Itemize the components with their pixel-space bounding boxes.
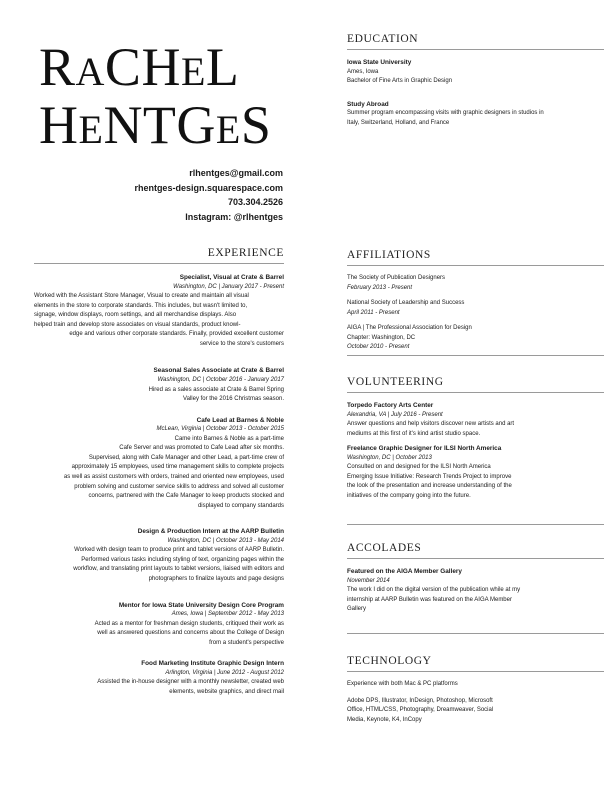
volunteer-title: Freelance Graphic Designer for ILSI North America xyxy=(347,445,502,453)
job-line: displayed to company standards xyxy=(197,502,284,509)
section-heading: AFFILIATIONS xyxy=(347,249,431,261)
section-rule xyxy=(34,263,284,264)
volunteer-line: initiatives of the company going into the future. xyxy=(347,493,471,500)
job-entry xyxy=(34,366,284,404)
affiliation-entry xyxy=(347,324,605,353)
job-line: photographers to finalize layouts and page designs xyxy=(148,575,284,582)
job-title: Mentor for Iowa State University Design Core Program xyxy=(118,601,284,609)
job-title: Design & Production Intern at the AARP Bulletin xyxy=(137,528,284,536)
first-name-part: CH xyxy=(104,37,181,97)
job-line: signage, window displays, room settings, and all merchandise displays. Also xyxy=(34,312,237,319)
accolades-section xyxy=(347,541,605,615)
job-line: edge and various other corporate standards. Finally, provided excellent customer xyxy=(69,331,284,338)
section-rule xyxy=(347,265,604,266)
first-name-part: E xyxy=(180,49,206,94)
affiliation-name: Chapter: Washington, DC xyxy=(347,334,416,341)
volunteer-line: Consulted on and designed for the ILSI North America xyxy=(347,464,491,471)
last-name-part: E xyxy=(78,107,104,152)
last-name-part: E xyxy=(215,107,241,152)
job-line: workflow, and translating print layouts to tablet versions, liaised with editors and xyxy=(73,566,284,573)
job-meta: Washington, DC | October 2016 - January 2017 xyxy=(157,377,284,384)
job-entry xyxy=(34,273,284,349)
instagram-handle: Instagram: @rlhentges xyxy=(185,211,283,222)
first-name-part: L xyxy=(205,37,240,97)
tech-line: Office, HTML/CSS, Photography, Dreamweaver, Social xyxy=(347,707,494,714)
last-name-part: S xyxy=(240,95,272,155)
job-line: Performed various tasks including styling of text, organizing pages within the xyxy=(81,556,284,563)
tech-intro: Experience with both Mac & PC platforms xyxy=(347,681,458,687)
section-heading: EXPERIENCE xyxy=(207,247,284,259)
tech-line: Adobe DPS, Illustrator, InDesign, Photoshop, Microsoft xyxy=(347,697,493,704)
volunteer-line: mediums at this first of it's kind artist studio space. xyxy=(347,430,481,437)
job-line: well as answered questions and concerns about the College of Design xyxy=(97,630,284,637)
job-meta: Arlington, Virginia | June 2012 - August 2012 xyxy=(165,669,284,676)
tech-line: Media, Keynote, K4, InCopy xyxy=(347,716,422,723)
job-line: as well as assist customers with orders, trained and oriented new employees, used xyxy=(63,473,284,480)
email-link[interactable]: rlhentges@gmail.com xyxy=(189,168,283,178)
last-name xyxy=(39,95,319,156)
affiliation-name: AIGA | The Professional Association for Design xyxy=(347,325,472,332)
job-line: service to the store's customers xyxy=(199,340,284,347)
section-heading: TECHNOLOGY xyxy=(347,655,432,667)
job-line: Hired as a sales associate at Crate & Barrel Spring xyxy=(148,386,284,393)
first-name xyxy=(39,37,319,98)
job-line: Cafe Server and was promoted to Cafe Lead after six months. xyxy=(119,445,284,452)
contact-block xyxy=(100,166,283,224)
school-location: Ames, Iowa xyxy=(347,68,379,75)
job-entry xyxy=(34,601,284,649)
degree: Bachelor of Fine Arts in Graphic Design xyxy=(347,78,453,85)
last-name-part: H xyxy=(39,95,79,155)
job-line: elements in the store to corporate standards. This includes, but wasn't limited to, xyxy=(34,302,248,309)
affiliation-name: The Society of Publication Designers xyxy=(347,275,446,281)
education-section xyxy=(347,32,605,128)
job-entry xyxy=(34,659,284,697)
affiliation-dates: October 2010 - Present xyxy=(347,344,410,351)
job-line: Assisted the in-house designer with a monthly newsletter, created web xyxy=(97,679,284,686)
accolade-entry xyxy=(347,567,605,615)
program-name: Study Abroad xyxy=(347,100,389,108)
program-line: Summer program encompassing visits with graphic designers in studios in xyxy=(347,110,544,117)
accolade-title: Featured on the AIGA Member Gallery xyxy=(347,568,462,575)
job-entry xyxy=(34,416,284,512)
section-heading: ACCOLADES xyxy=(347,542,422,554)
program-line: Italy, Switzerland, Holland, and France xyxy=(347,119,450,126)
affiliation-dates: February 2013 - Present xyxy=(347,284,413,291)
job-title: Food Marketing Institute Graphic Design Intern xyxy=(141,660,284,668)
section-heading: VOLUNTEERING xyxy=(347,376,444,388)
accolade-line: internship at AARP Bulletin was featured on the AIGA Member xyxy=(347,596,512,603)
job-line: elements, website graphics, and direct mail xyxy=(169,688,284,695)
volunteer-meta: Washington, DC | October 2013 xyxy=(347,454,432,461)
volunteer-line: Answer questions and help visitors discover new artists and art xyxy=(347,421,515,428)
education-entry xyxy=(347,100,605,129)
affiliation-entry xyxy=(347,274,605,293)
technology-section xyxy=(347,654,605,725)
job-line: from a student's perspective xyxy=(209,639,284,646)
job-line: concerns, partnered with the Cafe Manager to keep products stocked and xyxy=(88,493,284,500)
job-line: approximately 15 employees, used time management skills to complete projects xyxy=(71,464,284,471)
volunteer-entry xyxy=(347,401,605,439)
job-line: Supervised, along with Cafe Manager and other Lead, a part-time crew of xyxy=(88,454,284,461)
section-divider xyxy=(347,633,604,634)
section-rule xyxy=(347,392,604,393)
affiliation-name: National Society of Leadership and Success xyxy=(347,300,465,307)
job-meta: McLean, Virginia | October 2013 - October 2015 xyxy=(156,426,284,433)
section-divider xyxy=(347,355,604,356)
job-line: Acted as a mentor for freshman design students, critiqued their work as xyxy=(94,620,284,627)
job-title: Seasonal Sales Associate at Crate & Barrel xyxy=(153,367,284,375)
education-entry xyxy=(347,58,605,87)
job-line: helped train and develop store associates on visual standards, product knowl- xyxy=(34,321,241,328)
first-name-part: A xyxy=(75,49,105,94)
section-rule xyxy=(347,558,604,559)
volunteer-line: the look of the presentation and increase understanding of the xyxy=(347,483,512,490)
job-line: Worked with the Assistant Store Manager, Visual to create and maintain all visual xyxy=(34,293,249,300)
experience-section xyxy=(34,246,284,698)
job-line: Worked with design team to produce print and tablet versions of AARP Bulletin. xyxy=(74,547,284,554)
job-title: Specialist, Visual at Crate & Barrel xyxy=(179,274,284,281)
accolade-line: Gallery xyxy=(347,606,367,613)
job-meta: Washington, DC | January 2017 - Present xyxy=(173,283,284,290)
last-name-part: NTG xyxy=(103,95,216,155)
website-link[interactable]: rhentges-design.squarespace.com xyxy=(134,182,283,193)
section-rule xyxy=(347,671,604,672)
volunteering-section xyxy=(347,375,605,502)
job-line: Came into Barnes & Noble as a part-time xyxy=(174,435,284,442)
affiliations-section xyxy=(347,248,605,353)
section-rule xyxy=(347,49,604,50)
job-line: problem solving and customer service skills to address and solved all customer xyxy=(74,483,284,490)
volunteer-title: Torpedo Factory Arts Center xyxy=(347,402,434,409)
job-entry xyxy=(34,527,284,584)
phone-number: 703.304.2526 xyxy=(227,197,283,208)
section-heading: EDUCATION xyxy=(347,33,419,45)
volunteer-meta: Alexandria, VA | July 2016 - Present xyxy=(347,411,443,418)
section-divider xyxy=(347,524,604,525)
affiliation-entry xyxy=(347,299,605,318)
job-meta: Ames, Iowa | September 2012 - May 2013 xyxy=(171,611,284,618)
job-line: Valley for the 2016 Christmas season. xyxy=(183,396,284,403)
first-name-part: R xyxy=(39,37,76,97)
affiliation-dates: April 2011 - Present xyxy=(347,309,400,316)
job-title: Cafe Lead at Barnes & Noble xyxy=(196,416,284,424)
accolade-date: November 2014 xyxy=(347,577,390,584)
name-header xyxy=(39,37,319,156)
accolade-line: The work I did on the digital version of the publication while at my xyxy=(347,587,521,594)
volunteer-line: Emerging Issue Initiative: Research Trends Project to improve xyxy=(347,473,512,480)
school-name: Iowa State University xyxy=(347,59,412,66)
volunteer-entry xyxy=(347,444,605,501)
job-meta: Washington, DC | October 2013 - May 2014 xyxy=(167,537,284,544)
